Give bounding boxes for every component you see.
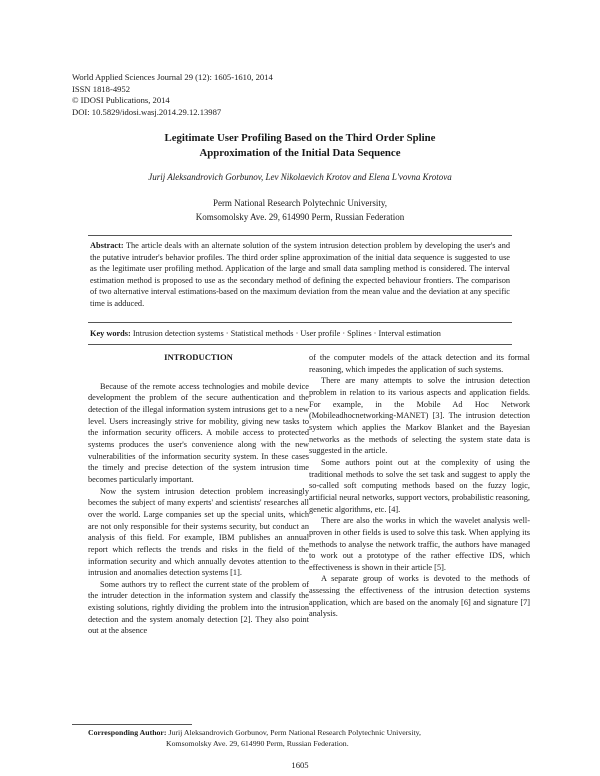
paragraph: Some authors try to reflect the current state of the problem of the intruder detection in the information system and classify the existing solutions, rightly dividing the problem into the intrusion detection and the system anomaly detection [2]. They also point out at the absence xyxy=(88,579,309,636)
title-line-2: Approximation of the Initial Data Sequence xyxy=(199,147,401,159)
left-column xyxy=(88,352,309,637)
paragraph: of the computer models of the attack detection and its formal reasoning, which impedes the application of such systems. xyxy=(309,353,530,374)
corresponding-author-label: Corresponding Author: xyxy=(88,728,167,737)
authors: Jurij Aleksandrovich Gorbunov, Lev Nikolaevich Krotov and Elena L'vovna Krotova xyxy=(148,172,452,182)
corresponding-author-line-2: Komsomolsky Ave. 29, 614990 Perm, Russian Federation. xyxy=(166,739,349,749)
abstract-top-rule xyxy=(88,235,512,236)
corresponding-author xyxy=(88,727,528,750)
keywords xyxy=(90,329,510,338)
issn: ISSN 1818-4952 xyxy=(72,83,131,94)
abstract-label: Abstract: xyxy=(90,241,124,250)
paragraph: Because of the remote access technologies and mobile device development the problem of the secure authentication and the detection of the illegal information system intrusions get to a new level. Users increasingly strive for mobility, giving new tasks to the information security officers. A mobile access to protected systems produces the user's convenience along with the new vulnerabilities of the information security system. In these cases the timely and precise detection of the system intrusion time becomes particularly important. xyxy=(88,381,309,484)
affiliation xyxy=(60,197,540,224)
footnote-rule xyxy=(72,724,192,725)
corresponding-author-line-1: Jurij Aleksandrovich Gorbunov, Perm National Research Polytechnic University, xyxy=(168,728,422,737)
paragraph: A separate group of works is devoted to the methods of assessing the effectiveness of the intrusion detection systems application, which are based on the anomaly [6] and signature [7] analysis. xyxy=(309,574,530,619)
keywords-label: Key words: xyxy=(90,329,131,338)
doi[interactable]: DOI: 10.5829/idosi.wasj.2014.29.12.13987 xyxy=(72,106,222,117)
journal-header xyxy=(72,72,273,118)
abstract xyxy=(90,240,510,310)
affiliation-line-1: Perm National Research Polytechnic University, xyxy=(212,198,388,208)
journal-citation: World Applied Sciences Journal 29 (12): 1605-1610, 2014 xyxy=(72,72,273,82)
section-heading-introduction: INTRODUCTION xyxy=(164,352,233,362)
abstract-bottom-rule xyxy=(88,322,512,323)
keywords-bottom-rule xyxy=(88,344,512,345)
right-column xyxy=(309,352,530,620)
copyright: © IDOSI Publications, 2014 xyxy=(72,95,170,105)
page-number: 1605 xyxy=(291,760,309,770)
keywords-text: Intrusion detection systems · Statistical methods · User profile · Splines · Interval estimation xyxy=(132,329,441,338)
abstract-text: The article deals with an alternate solution of the system intrusion detection problem by developing the user's and the putative intruder's behavior profiles. The third order spline approximation of the initial data sequence is suggested to use as the legitimate user profiling method. Application of the large and small data sampling method is considered. The interval estimation method is proposed to use as the secondary method of defining the expected behaviour frontiers. The comparison of two alternative interval estimations-based on the maximum deviation from the mean value and the deviation at any specific time is adduced. xyxy=(90,241,510,308)
paragraph: There are also the works in which the wavelet analysis well-proven in other fields is used to solve this task. When applying its methods to analyse the network traffic, the authors have managed to work out a prototype of the rather effective IDS, which effectiveness is shown in their article [5]. xyxy=(309,516,530,572)
paragraph: There are many attempts to solve the intrusion detection problem in relation to its various aspects and application fields. For example, in the Mobile Ad Hoc Network (Mobileadhocnetworking-MANET) [3]. The intrusion detection system which applies the Markov Blanket and the Bayesian networks as the methods of selecting the system state data is suggested in the article. xyxy=(309,376,530,456)
paragraph: Now the system intrusion detection problem increasingly becomes the subject of many experts' and scientists' researches all over the world. Large companies set up the special units, which are not only responsible for their systems security, but conduct an analysis of this field. For example, IBM publishes an annual report which reflects the trends and risks in the field of the information security and which annually devotes attention to the intrusion and anomalies detection systems [1]. xyxy=(88,486,309,578)
affiliation-line-2: Komsomolsky Ave. 29, 614990 Perm, Russian Federation xyxy=(195,211,405,222)
paper-title xyxy=(60,131,540,161)
paragraph: Some authors point out at the complexity of using the traditional methods to solve the set task and suggest to apply the so-called soft computing methods based on the fuzzy logic, artificial neural networks, support vectors, probabilistic reasoning, genetic algorithms, etc. [4]. xyxy=(309,457,530,514)
title-line-1: Legitimate User Profiling Based on the Third Order Spline xyxy=(164,132,436,144)
